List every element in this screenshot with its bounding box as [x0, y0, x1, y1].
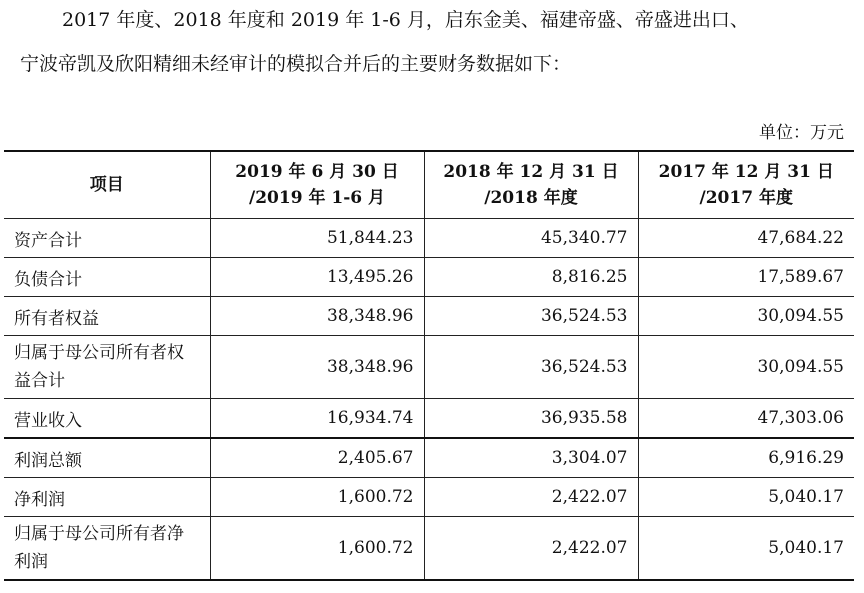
unit-label: 单位：万元	[759, 123, 844, 143]
cell-2017: 6,916.29	[638, 438, 854, 478]
table-row	[4, 297, 854, 336]
financial-data-table	[4, 150, 854, 581]
row-label: 净利润	[4, 478, 210, 517]
cell-2018: 8,816.25	[424, 258, 638, 297]
row-label: 所有者权益	[4, 297, 210, 336]
header-2017	[638, 151, 854, 219]
header-2019	[210, 151, 424, 219]
cell-2019: 16,934.74	[210, 399, 424, 439]
table-row	[4, 336, 854, 399]
header-2017-line2: /2017 年度	[699, 188, 793, 208]
cell-2018: 36,524.53	[424, 297, 638, 336]
table-row	[4, 399, 854, 439]
row-label: 归属于母公司所有者净利润	[4, 517, 210, 581]
cell-2019: 1,600.72	[210, 478, 424, 517]
intro-line-1: 2017 年度、2018 年度和 2019 年 1-6 月，启东金美、福建帝盛、帝盛进出口、	[62, 9, 749, 31]
cell-2019: 38,348.96	[210, 336, 424, 399]
row-label: 负债合计	[4, 258, 210, 297]
cell-2019: 1,600.72	[210, 517, 424, 581]
table-row	[4, 517, 854, 581]
cell-2019: 38,348.96	[210, 297, 424, 336]
cell-2018: 3,304.07	[424, 438, 638, 478]
cell-2019: 13,495.26	[210, 258, 424, 297]
table-row	[4, 219, 854, 258]
cell-2018: 36,524.53	[424, 336, 638, 399]
cell-2019: 2,405.67	[210, 438, 424, 478]
cell-2017: 47,303.06	[638, 399, 854, 439]
table-row	[4, 438, 854, 478]
cell-2017: 30,094.55	[638, 297, 854, 336]
row-label: 利润总额	[4, 438, 210, 478]
cell-2017: 47,684.22	[638, 219, 854, 258]
cell-2018: 45,340.77	[424, 219, 638, 258]
cell-2018: 2,422.07	[424, 478, 638, 517]
cell-2017: 5,040.17	[638, 478, 854, 517]
header-2019-line1: 2019 年 6 月 30 日	[235, 162, 399, 182]
table-header-row	[4, 151, 854, 219]
header-2018	[424, 151, 638, 219]
cell-2017: 30,094.55	[638, 336, 854, 399]
table-row	[4, 258, 854, 297]
header-2018-line1: 2018 年 12 月 31 日	[443, 162, 619, 182]
cell-2017: 17,589.67	[638, 258, 854, 297]
cell-2019: 51,844.23	[210, 219, 424, 258]
cell-2017: 5,040.17	[638, 517, 854, 581]
cell-2018: 2,422.07	[424, 517, 638, 581]
row-label: 归属于母公司所有者权益合计	[4, 336, 210, 399]
row-label: 营业收入	[4, 399, 210, 439]
table-row	[4, 478, 854, 517]
header-2017-line1: 2017 年 12 月 31 日	[658, 162, 834, 182]
intro-line-2: 宁波帝凯及欣阳精细未经审计的模拟合并后的主要财务数据如下：	[20, 53, 572, 75]
header-2018-line2: /2018 年度	[484, 188, 578, 208]
row-label: 资产合计	[4, 219, 210, 258]
cell-2018: 36,935.58	[424, 399, 638, 439]
header-2019-line2: /2019 年 1-6 月	[249, 188, 385, 208]
header-item: 项目	[4, 151, 210, 219]
